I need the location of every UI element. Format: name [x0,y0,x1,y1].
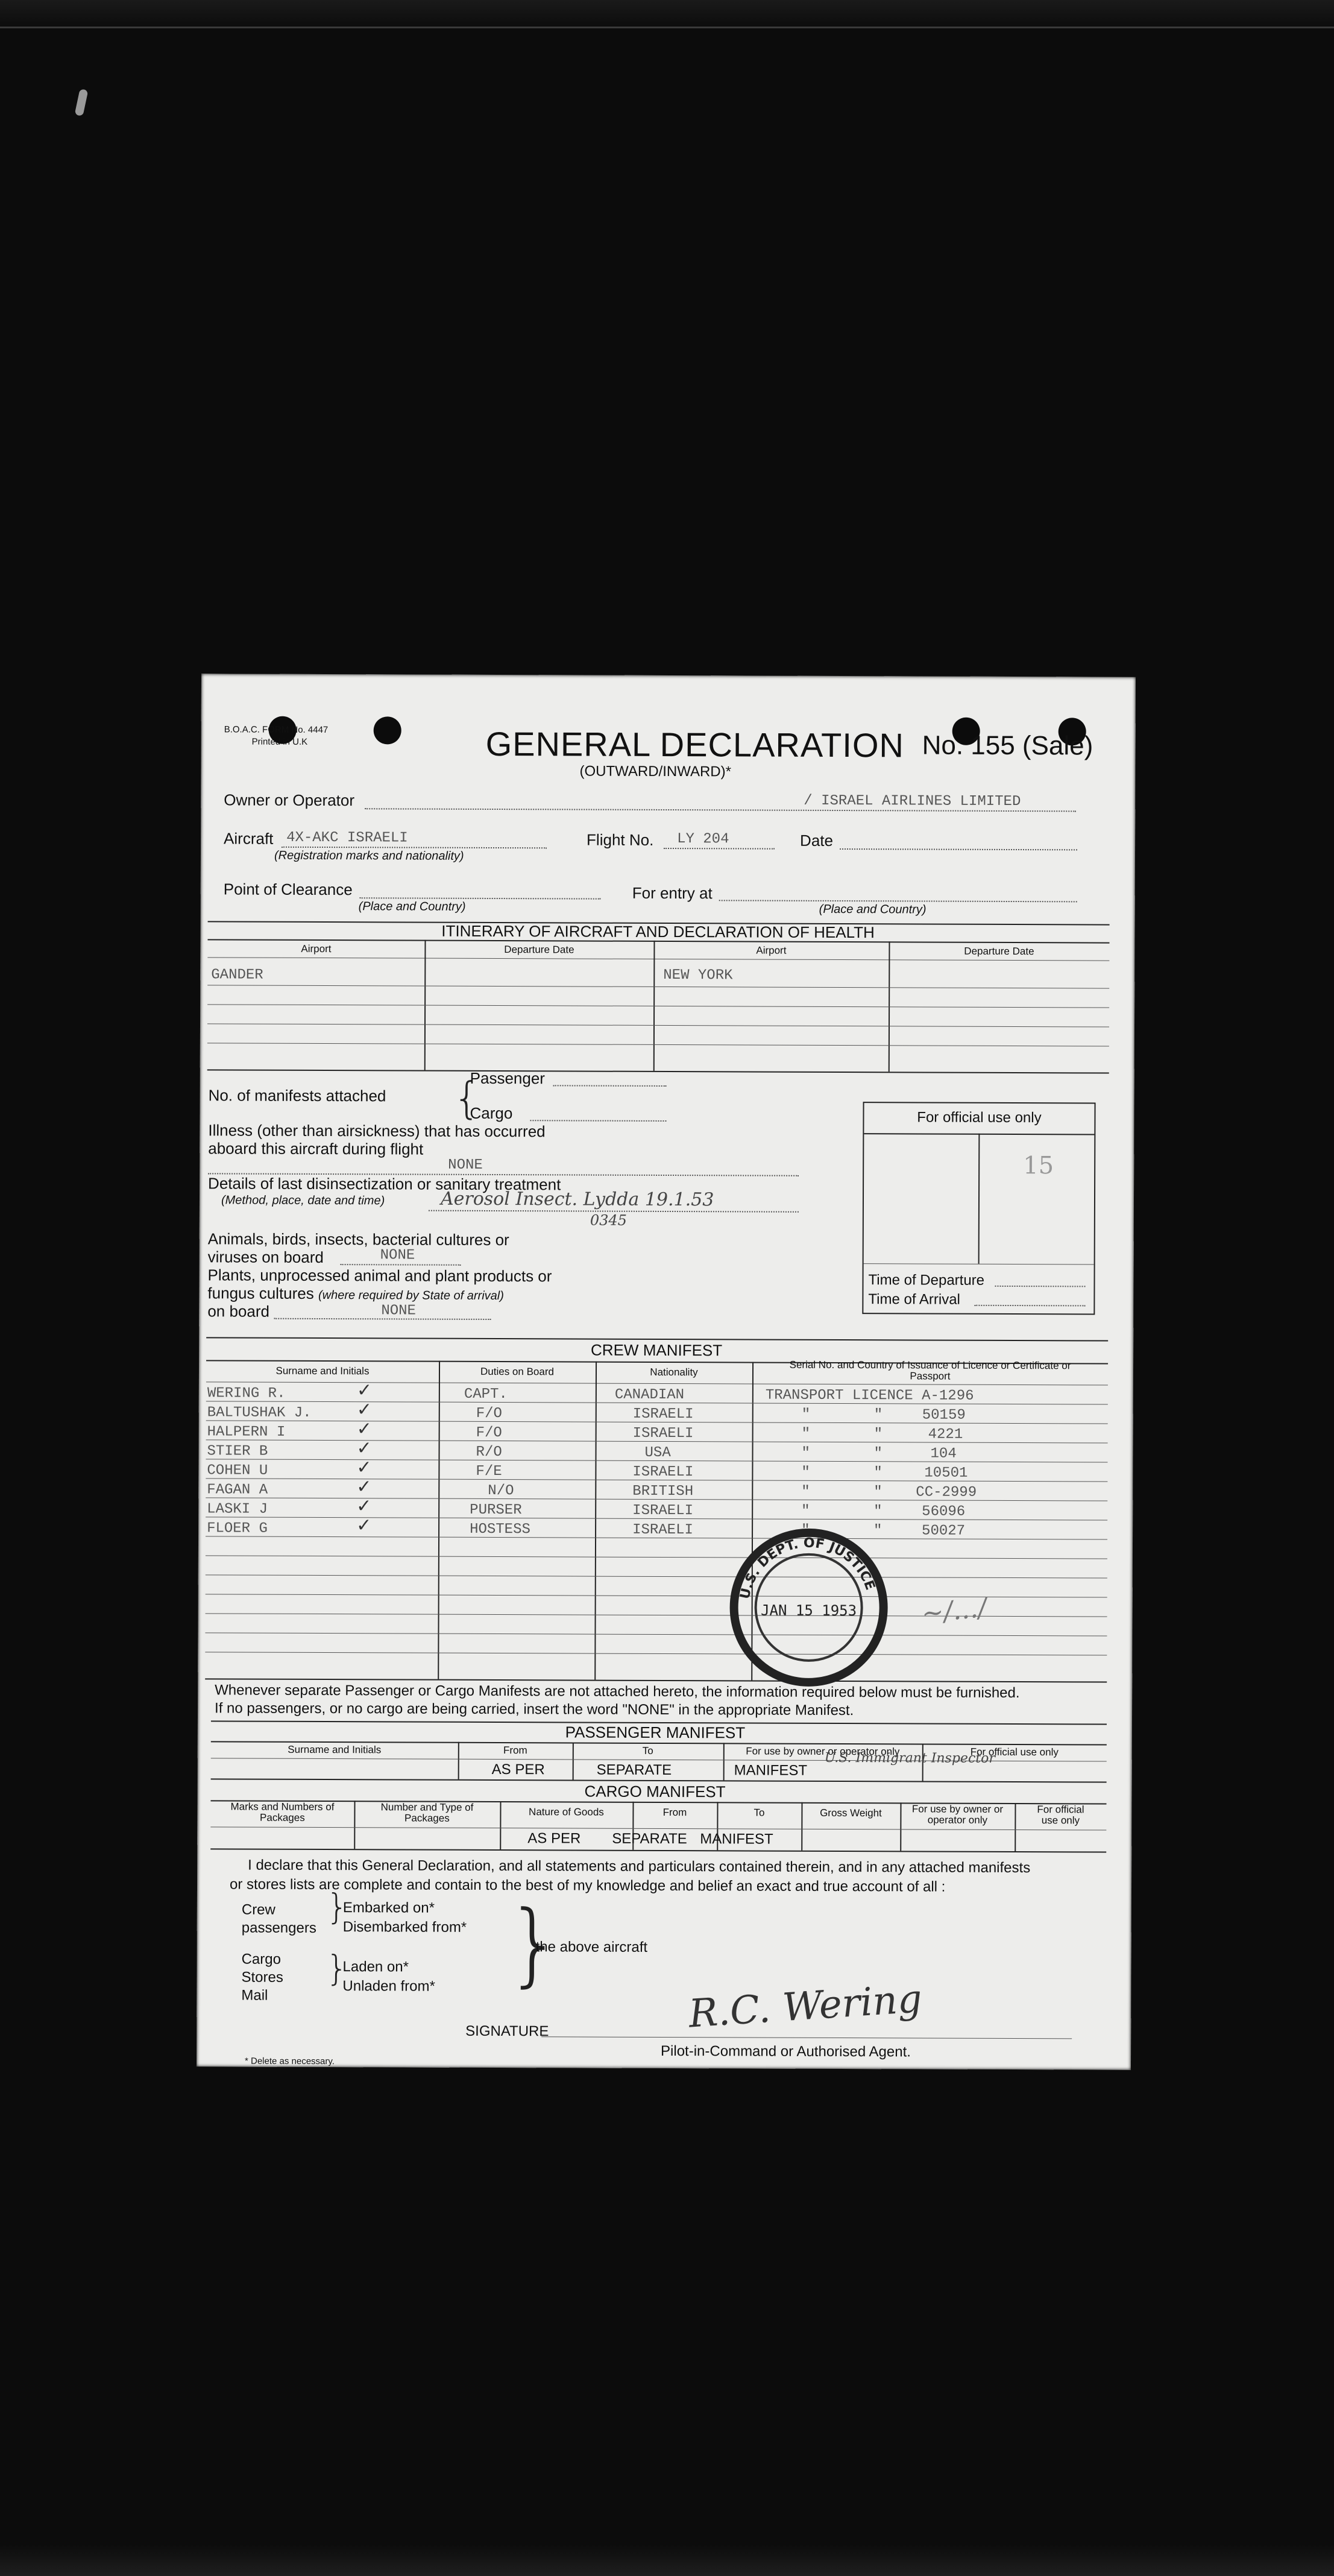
crew-name: COHEN U [207,1462,268,1479]
crew-row-line [206,1574,1107,1578]
crew-nationality: ISRAELI [632,1406,694,1423]
crew-duty: PURSER [470,1501,522,1519]
departure-time-line [995,1286,1085,1287]
aircraft-value: 4X-AKC ISRAELI [286,829,408,847]
cargo-divider [900,1802,901,1851]
cargo-col-official: For official use only [1037,1804,1084,1826]
declaration-bracket: } [326,1886,348,1928]
flight-value: LY 204 [677,831,729,848]
stamp-ring-text: U.S. DEPT. OF JUSTICE [737,1535,878,1601]
disinsect-time: 0345 [590,1211,628,1229]
crew-col-serial: Serial No. and Country of Issuance of Licence or Certificate or Passport [789,1359,1071,1382]
stamp-service: U.S. Immigrant Inspector [824,1750,995,1766]
crew-ditto: " [801,1425,811,1442]
owner-label: Owner or Operator [224,791,355,810]
itinerary-col-airport: Airport [301,942,332,955]
crew-ditto: " [801,1522,810,1539]
declaration-cargo-label: Cargo [241,1951,282,1968]
signature-label: SIGNATURE [465,2022,549,2040]
owner-value: / ISRAEL AIRLINES LIMITED [804,792,1021,810]
plants-label: Plants, unprocessed animal and plant products or [207,1266,552,1286]
passenger-divider [573,1742,574,1779]
flight-label: Flight No. [587,830,654,849]
flight-line [664,848,775,850]
passenger-manifests-label: Passenger [470,1069,546,1088]
crew-subhead-border [206,1381,1108,1385]
official-use-divider [978,1134,980,1264]
crew-ditto: " [801,1503,810,1520]
passenger-manifest-heading: PASSENGER MANIFEST [565,1723,746,1742]
arrival-time-label: Time of Arrival [868,1291,960,1308]
crew-serial: 50027 [922,1523,966,1539]
immigration-stamp [727,1526,890,1689]
crew-row-line [205,1652,1107,1655]
official-use-row-border [864,1263,1094,1264]
crew-name: FLOER G [207,1520,268,1537]
crew-check-mark: ✓ [356,1495,372,1517]
signatory-title: Pilot-in-Command or Authorised Agent. [661,2042,911,2060]
declaration-unladen: Unladen from* [342,1978,435,1995]
passenger-row-from: AS PER [491,1761,545,1778]
plants-label-2 [207,1284,504,1304]
aircraft-line [282,847,547,849]
disinsect-note: (Method, place, date and time) [221,1193,385,1208]
crew-nationality: USA [644,1444,671,1462]
crew-check-mark: ✓ [356,1438,372,1459]
official-use-number: 15 [1023,1152,1054,1180]
cargo-divider [1015,1803,1016,1851]
itinerary-airport-cell: GANDER [211,967,263,983]
crew-duty: F/E [476,1463,502,1480]
departure-time-label: Time of Departure [868,1272,985,1289]
cargo-row-from: SEPARATE [612,1830,687,1848]
crew-ditto: " [873,1484,883,1501]
film-edge-top [0,0,1334,28]
cargo-col-to: To [754,1807,765,1819]
itinerary-airport-cell: NEW YORK [663,967,733,984]
inspector-initials: ~/.../ [920,1592,989,1630]
crew-check-mark: ✓ [356,1418,372,1440]
stamp-date: JAN 15 1953 [761,1602,857,1620]
cargo-col-weight: Gross Weight [820,1807,882,1819]
cargo-subhead-border [210,1826,1106,1830]
declaration-mail-label: Mail [241,1987,268,2004]
declaration-laden: Laden on* [342,1959,409,1975]
crew-col-duties: Duties on Board [480,1365,554,1378]
animals-value: NONE [380,1247,415,1264]
itinerary-subhead-border [207,957,1109,961]
itinerary-row-line [207,985,1109,988]
crew-ditto: " [873,1523,883,1539]
itinerary-row-line [207,1043,1109,1046]
crew-heading: CREW MANIFEST [591,1340,723,1360]
cargo-manifest-heading: CARGO MANIFEST [584,1782,726,1801]
crew-col-nationality: Nationality [650,1366,698,1378]
clearance-line [360,897,601,899]
declaration-above-aircraft: the above aircraft [535,1939,648,1956]
declaration-big-bracket: } [505,1892,564,1997]
crew-ditto: " [801,1406,811,1423]
crew-ditto: " [873,1465,883,1482]
date-label: Date [800,831,834,850]
form-number: No. 155 (Sale) [922,730,1093,761]
crew-row-line [205,1632,1107,1636]
crew-col-name: Surname and Initials [275,1365,370,1377]
plants-label-note: (where required by State of arrival) [318,1288,504,1303]
crew-serial: 50159 [922,1407,966,1424]
form-imprint-country: Printed in U.K [251,736,308,747]
illness-label-2: aboard this aircraft during flight [208,1139,424,1158]
general-declaration-form [197,674,1136,2069]
form-title: GENERAL DECLARATION [485,724,905,765]
crew-duty: CAPT. [464,1386,508,1403]
passenger-col-from: From [503,1744,527,1757]
crew-divider [438,1361,440,1679]
crew-ditto: " [801,1464,810,1481]
cargo-col-nature: Nature of Goods [529,1806,604,1818]
animals-line [341,1264,461,1266]
declaration-disembarked: Disembarked from* [342,1919,467,1936]
crew-serial: 56096 [922,1503,966,1520]
animals-label-2: viruses on board [207,1248,324,1267]
crew-name: BALTUSHAK J. [207,1404,312,1421]
cargo-col-marks: Marks and Numbers of Packages [230,1801,335,1823]
plants-value: NONE [381,1302,417,1319]
illness-label: Illness (other than airsickness) that has occurred [208,1121,546,1141]
plants-line [274,1318,491,1320]
passenger-col-official: For official use only [970,1746,1059,1758]
crew-name: FAGAN A [207,1482,268,1498]
signature-line [541,2036,1072,2039]
clearance-label: Point of Clearance [223,880,353,899]
crew-name: HALPERN I [207,1424,286,1441]
manifest-notice-2: If no passengers, or no cargo are being carried, insert the word "NONE" in the appropriate Manifest. [215,1700,854,1719]
official-use-heading: For official use only [917,1109,1042,1126]
passenger-manifests-line [553,1085,667,1087]
crew-ditto: " [873,1503,883,1520]
manifests-bracket: { [453,1072,481,1123]
crew-ditto: " [801,1483,810,1500]
cargo-divider [801,1802,802,1851]
declaration-text-2: or stores lists are complete and contain to the best of my knowledge and belief an exact and true account of all : [229,1876,946,1895]
cargo-divider [500,1801,501,1849]
crew-serial: 4221 [928,1426,963,1443]
crew-nationality: ISRAELI [632,1502,694,1520]
crew-serial: CC-2999 [916,1484,977,1501]
crew-duty: F/O [476,1405,503,1422]
form-imprint: B.O.A.C. FORM No. 4447 [224,724,329,736]
itinerary-heading: ITINERARY OF AIRCRAFT AND DECLARATION OF HEALTH [441,921,875,942]
passenger-col-to: To [642,1744,653,1757]
itinerary-bottom-border [207,1069,1109,1073]
crew-duty: HOSTESS [470,1521,530,1538]
passenger-row-owner: MANIFEST [734,1762,808,1779]
date-line [840,848,1077,850]
disinsect-value: Aerosol Insect. Lydda 19.1.53 [440,1188,714,1211]
manifest-notice-1: Whenever separate Passenger or Cargo Manifests are not attached hereto, the information required below must be furnished. [215,1682,1020,1702]
itinerary-col-departure-2: Departure Date [964,945,1034,958]
crew-check-mark: ✓ [356,1380,373,1401]
punch-hole [374,716,401,744]
crew-check-mark: ✓ [356,1399,372,1421]
cargo-bottom-border [210,1848,1106,1852]
crew-check-mark: ✓ [356,1515,372,1536]
declaration-embarked: Embarked on* [342,1899,435,1916]
crew-name: LASKI J [207,1501,268,1518]
cargo-col-from: From [662,1806,687,1819]
crew-name: STIER B [207,1443,268,1460]
cargo-manifests-label: Cargo [470,1103,513,1123]
passenger-col-name: Surname and Initials [288,1743,382,1756]
film-edge-line [0,27,1334,28]
declaration-passengers-label: passengers [241,1919,316,1936]
cargo-manifests-line [530,1120,666,1122]
aircraft-label: Aircraft [224,829,274,848]
entry-line [719,900,1077,902]
official-use-box [862,1102,1095,1315]
entry-label: For entry at [632,883,713,903]
clearance-note: (Place and Country) [358,900,466,914]
crew-serial: 104 [930,1445,957,1462]
arrival-time-line [974,1305,1085,1307]
declaration-crew-label: Crew [241,1901,275,1918]
manifests-label: No. of manifests attached [208,1086,386,1105]
crew-ditto: " [873,1445,883,1462]
plants-label-3: on board [207,1302,270,1321]
crew-ditto: " [873,1426,883,1443]
crew-nationality: ISRAELI [632,1425,694,1442]
crew-nationality: ISRAELI [632,1463,694,1481]
form-subtitle: (OUTWARD/INWARD)* [579,763,732,780]
delete-footnote: * Delete as necessary. [244,2056,335,2067]
crew-serial: TRANSPORT LICENCE A-1296 [765,1387,974,1404]
declaration-bracket: } [326,1948,348,1989]
crew-duty: N/O [488,1482,514,1500]
itinerary-col-departure: Departure Date [504,944,574,956]
passenger-col-owner: For use by owner or operator only [746,1745,900,1758]
passenger-divider [723,1743,725,1780]
crew-nationality: CANADIAN [614,1386,685,1404]
crew-row-line [206,1555,1107,1559]
cargo-row-nature: AS PER [527,1830,581,1847]
crew-serial: 10501 [924,1465,968,1482]
crew-duty: R/O [476,1444,502,1461]
signature-value: R.C. Wering [687,1977,923,2037]
illness-value: NONE [448,1157,483,1173]
crew-ditto: " [873,1407,883,1424]
passenger-row-to: SEPARATE [596,1761,672,1779]
crew-divider [594,1362,597,1680]
declaration-stores-label: Stores [241,1969,283,1986]
cargo-row-to: MANIFEST [700,1831,773,1848]
film-speck [75,89,89,116]
cargo-divider [354,1801,355,1849]
plants-label-text: fungus cultures [207,1284,314,1302]
aircraft-note: (Registration marks and nationality) [274,848,464,863]
itinerary-col-airport-2: Airport [756,944,787,956]
crew-name: WERING R. [207,1385,286,1402]
film-edge-bottom [0,2545,1334,2576]
crew-check-mark: ✓ [356,1457,372,1479]
declaration-text-1: I declare that this General Declaration, and all statements and particulars contained therein, and in any attached manifests [248,1857,1031,1877]
entry-note: (Place and Country) [819,902,927,917]
crew-duty: F/O [476,1424,502,1442]
cargo-col-number: Number and Type of Packages [380,1801,474,1824]
itinerary-row-line [207,1004,1109,1008]
crew-nationality: ISRAELI [632,1521,693,1539]
cargo-col-owner: For use by owner or operator only [911,1803,1004,1826]
disinsect-label: Details of last disinsectization or sanitary treatment [208,1174,561,1194]
animals-label: Animals, birds, insects, bacterial cultures or [207,1230,509,1249]
itinerary-row-line [207,1023,1109,1027]
crew-ditto: " [801,1445,810,1462]
crew-nationality: BRITISH [632,1483,694,1500]
crew-check-mark: ✓ [356,1476,372,1498]
passenger-divider [458,1742,459,1779]
